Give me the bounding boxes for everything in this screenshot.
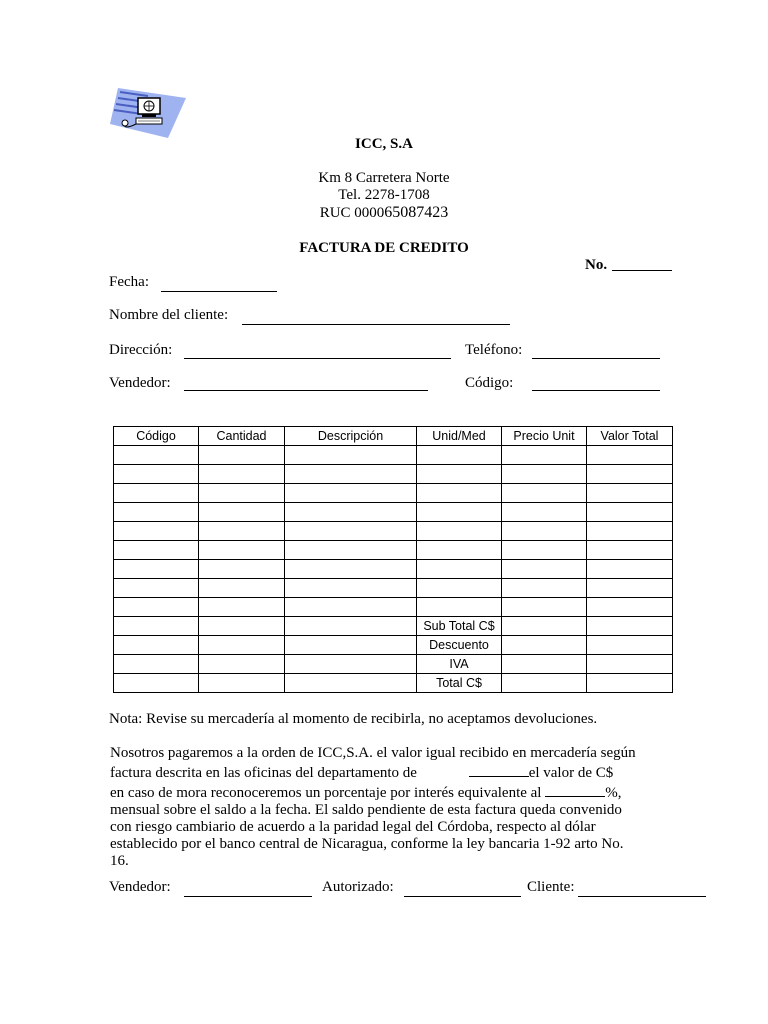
table-cell[interactable]	[199, 541, 285, 560]
table-cell[interactable]	[417, 484, 502, 503]
agreement-line: Nosotros pagaremos a la orden de ICC,S.A. el valor igual recibido en mercadería según	[110, 745, 636, 761]
table-cell[interactable]	[199, 598, 285, 617]
table-cell[interactable]	[114, 636, 199, 655]
agreement-line: mensual sobre el saldo a la fecha. El saldo pendiente de esta factura queda convenido	[110, 802, 622, 818]
table-row	[114, 503, 673, 522]
code-field[interactable]	[532, 390, 660, 391]
table-cell[interactable]	[502, 541, 587, 560]
table-cell[interactable]	[285, 465, 417, 484]
address-field[interactable]	[184, 358, 451, 359]
phone-label: Teléfono:	[465, 342, 523, 358]
header-valor-total: Valor Total	[587, 427, 673, 446]
table-cell[interactable]	[199, 503, 285, 522]
agreement-paragraph	[110, 745, 670, 870]
invoice-number-field[interactable]	[612, 270, 672, 271]
subtotal-row	[114, 617, 673, 636]
header-unid-med: Unid/Med	[417, 427, 502, 446]
computer-logo-icon	[108, 84, 188, 140]
discount-label: Descuento	[417, 636, 502, 655]
table-row	[114, 579, 673, 598]
invoice-title: FACTURA DE CREDITO	[299, 240, 469, 256]
signature-seller-field[interactable]	[184, 896, 312, 897]
table-cell[interactable]	[587, 446, 673, 465]
seller-field[interactable]	[184, 390, 428, 391]
ruc-prefix: RUC 0000	[319, 205, 385, 221]
table-cell[interactable]	[199, 484, 285, 503]
table-cell[interactable]	[199, 446, 285, 465]
invoice-number-label: No.	[585, 257, 608, 273]
table-cell[interactable]	[502, 579, 587, 598]
table-cell[interactable]	[587, 522, 673, 541]
table-cell[interactable]	[587, 541, 673, 560]
table-cell[interactable]	[502, 655, 587, 674]
table-row	[114, 598, 673, 617]
table-cell[interactable]	[285, 617, 417, 636]
total-row	[114, 674, 673, 693]
date-label: Fecha:	[109, 274, 149, 290]
table-cell[interactable]	[285, 560, 417, 579]
agreement-line-text: %,	[605, 785, 622, 801]
iva-label: IVA	[417, 655, 502, 674]
table-cell[interactable]	[285, 484, 417, 503]
table-cell[interactable]	[587, 560, 673, 579]
table-cell[interactable]	[114, 579, 199, 598]
table-cell[interactable]	[417, 560, 502, 579]
code-label: Código:	[465, 375, 514, 391]
table-cell[interactable]	[502, 522, 587, 541]
address-label: Dirección:	[109, 342, 173, 358]
note-text: Nota: Revise su mercadería al momento de recibirla, no aceptamos devoluciones.	[109, 711, 598, 727]
agreement-line-text: el valor de C$	[528, 765, 614, 781]
table-cell[interactable]	[114, 465, 199, 484]
header-precio-unit: Precio Unit	[502, 427, 587, 446]
header-descripcion: Descripción	[285, 427, 417, 446]
items-table	[113, 426, 673, 693]
discount-value[interactable]	[587, 636, 673, 655]
table-cell[interactable]	[114, 541, 199, 560]
signature-authorized-field[interactable]	[404, 896, 521, 897]
table-cell[interactable]	[199, 465, 285, 484]
table-cell[interactable]	[417, 503, 502, 522]
table-row	[114, 522, 673, 541]
table-cell[interactable]	[114, 560, 199, 579]
table-cell[interactable]	[285, 541, 417, 560]
total-value[interactable]	[587, 674, 673, 693]
table-cell[interactable]	[199, 674, 285, 693]
table-cell[interactable]	[587, 598, 673, 617]
table-cell[interactable]	[502, 446, 587, 465]
table-cell[interactable]	[199, 636, 285, 655]
table-cell[interactable]	[114, 655, 199, 674]
table-cell[interactable]	[417, 465, 502, 484]
table-cell[interactable]	[502, 560, 587, 579]
table-cell[interactable]	[199, 560, 285, 579]
iva-row	[114, 655, 673, 674]
agreement-line: con riesgo cambiario de acuerdo a la paridad legal del Córdoba, respecto al dólar	[110, 819, 596, 835]
table-cell[interactable]	[114, 598, 199, 617]
table-cell[interactable]	[502, 484, 587, 503]
table-cell[interactable]	[587, 503, 673, 522]
table-cell[interactable]	[199, 579, 285, 598]
company-name: ICC, S.A	[355, 136, 413, 152]
signature-authorized-label: Autorizado:	[322, 879, 394, 895]
table-cell[interactable]	[502, 674, 587, 693]
header-cantidad: Cantidad	[199, 427, 285, 446]
agreement-line: 16.	[110, 853, 129, 869]
table-cell[interactable]	[285, 655, 417, 674]
ruc-number: 65087423	[384, 204, 449, 221]
table-cell[interactable]	[417, 446, 502, 465]
table-cell[interactable]	[114, 503, 199, 522]
table-cell[interactable]	[285, 598, 417, 617]
table-row	[114, 446, 673, 465]
table-cell[interactable]	[114, 484, 199, 503]
agreement-line	[110, 762, 670, 782]
table-cell[interactable]	[417, 579, 502, 598]
signature-client-label: Cliente:	[527, 879, 575, 895]
table-cell[interactable]	[502, 617, 587, 636]
table-cell[interactable]	[114, 617, 199, 636]
signature-seller-label: Vendedor:	[109, 879, 171, 895]
iva-value[interactable]	[587, 655, 673, 674]
agreement-line-text: en caso de mora reconoceremos un porcentaje por interés equivalente al	[110, 785, 542, 801]
subtotal-value[interactable]	[587, 617, 673, 636]
interest-rate-field[interactable]	[545, 782, 605, 797]
client-name-field[interactable]	[242, 324, 510, 325]
agreement-line: establecido por el banco central de Nicaragua, conforme la ley bancaria 1-92 arto No.	[110, 836, 624, 852]
table-cell[interactable]	[417, 522, 502, 541]
table-cell[interactable]	[417, 598, 502, 617]
table-cell[interactable]	[199, 655, 285, 674]
table-row	[114, 560, 673, 579]
table-cell[interactable]	[587, 484, 673, 503]
table-cell[interactable]	[285, 522, 417, 541]
table-cell[interactable]	[114, 674, 199, 693]
client-name-label: Nombre del cliente:	[109, 307, 229, 323]
table-row	[114, 484, 673, 503]
table-cell[interactable]	[502, 465, 587, 484]
table-row	[114, 465, 673, 484]
company-phone: Tel. 2278-1708	[338, 187, 430, 203]
agreement-line	[110, 782, 670, 802]
subtotal-label: Sub Total C$	[417, 617, 502, 636]
date-field[interactable]	[161, 291, 277, 292]
table-cell[interactable]	[502, 503, 587, 522]
department-field[interactable]	[469, 762, 529, 777]
table-cell[interactable]	[417, 541, 502, 560]
table-cell[interactable]	[587, 465, 673, 484]
discount-row	[114, 636, 673, 655]
table-row	[114, 541, 673, 560]
header-codigo: Código	[114, 427, 199, 446]
company-address: Km 8 Carretera Norte	[318, 170, 450, 186]
table-cell[interactable]	[114, 446, 199, 465]
seller-label: Vendedor:	[109, 375, 171, 391]
table-cell[interactable]	[199, 617, 285, 636]
total-label: Total C$	[417, 674, 502, 693]
table-cell[interactable]	[587, 579, 673, 598]
table-cell[interactable]	[285, 636, 417, 655]
table-cell[interactable]	[285, 674, 417, 693]
table-cell[interactable]	[114, 522, 199, 541]
table-cell[interactable]	[502, 598, 587, 617]
table-header-row	[114, 427, 673, 446]
phone-field[interactable]	[532, 358, 660, 359]
signature-client-field[interactable]	[578, 896, 706, 897]
table-cell[interactable]	[199, 522, 285, 541]
table-cell[interactable]	[285, 503, 417, 522]
table-cell[interactable]	[285, 579, 417, 598]
agreement-line-text: factura descrita en las oficinas del departamento de	[110, 765, 417, 781]
company-ruc	[0, 204, 768, 222]
table-cell[interactable]	[285, 446, 417, 465]
table-cell[interactable]	[502, 636, 587, 655]
